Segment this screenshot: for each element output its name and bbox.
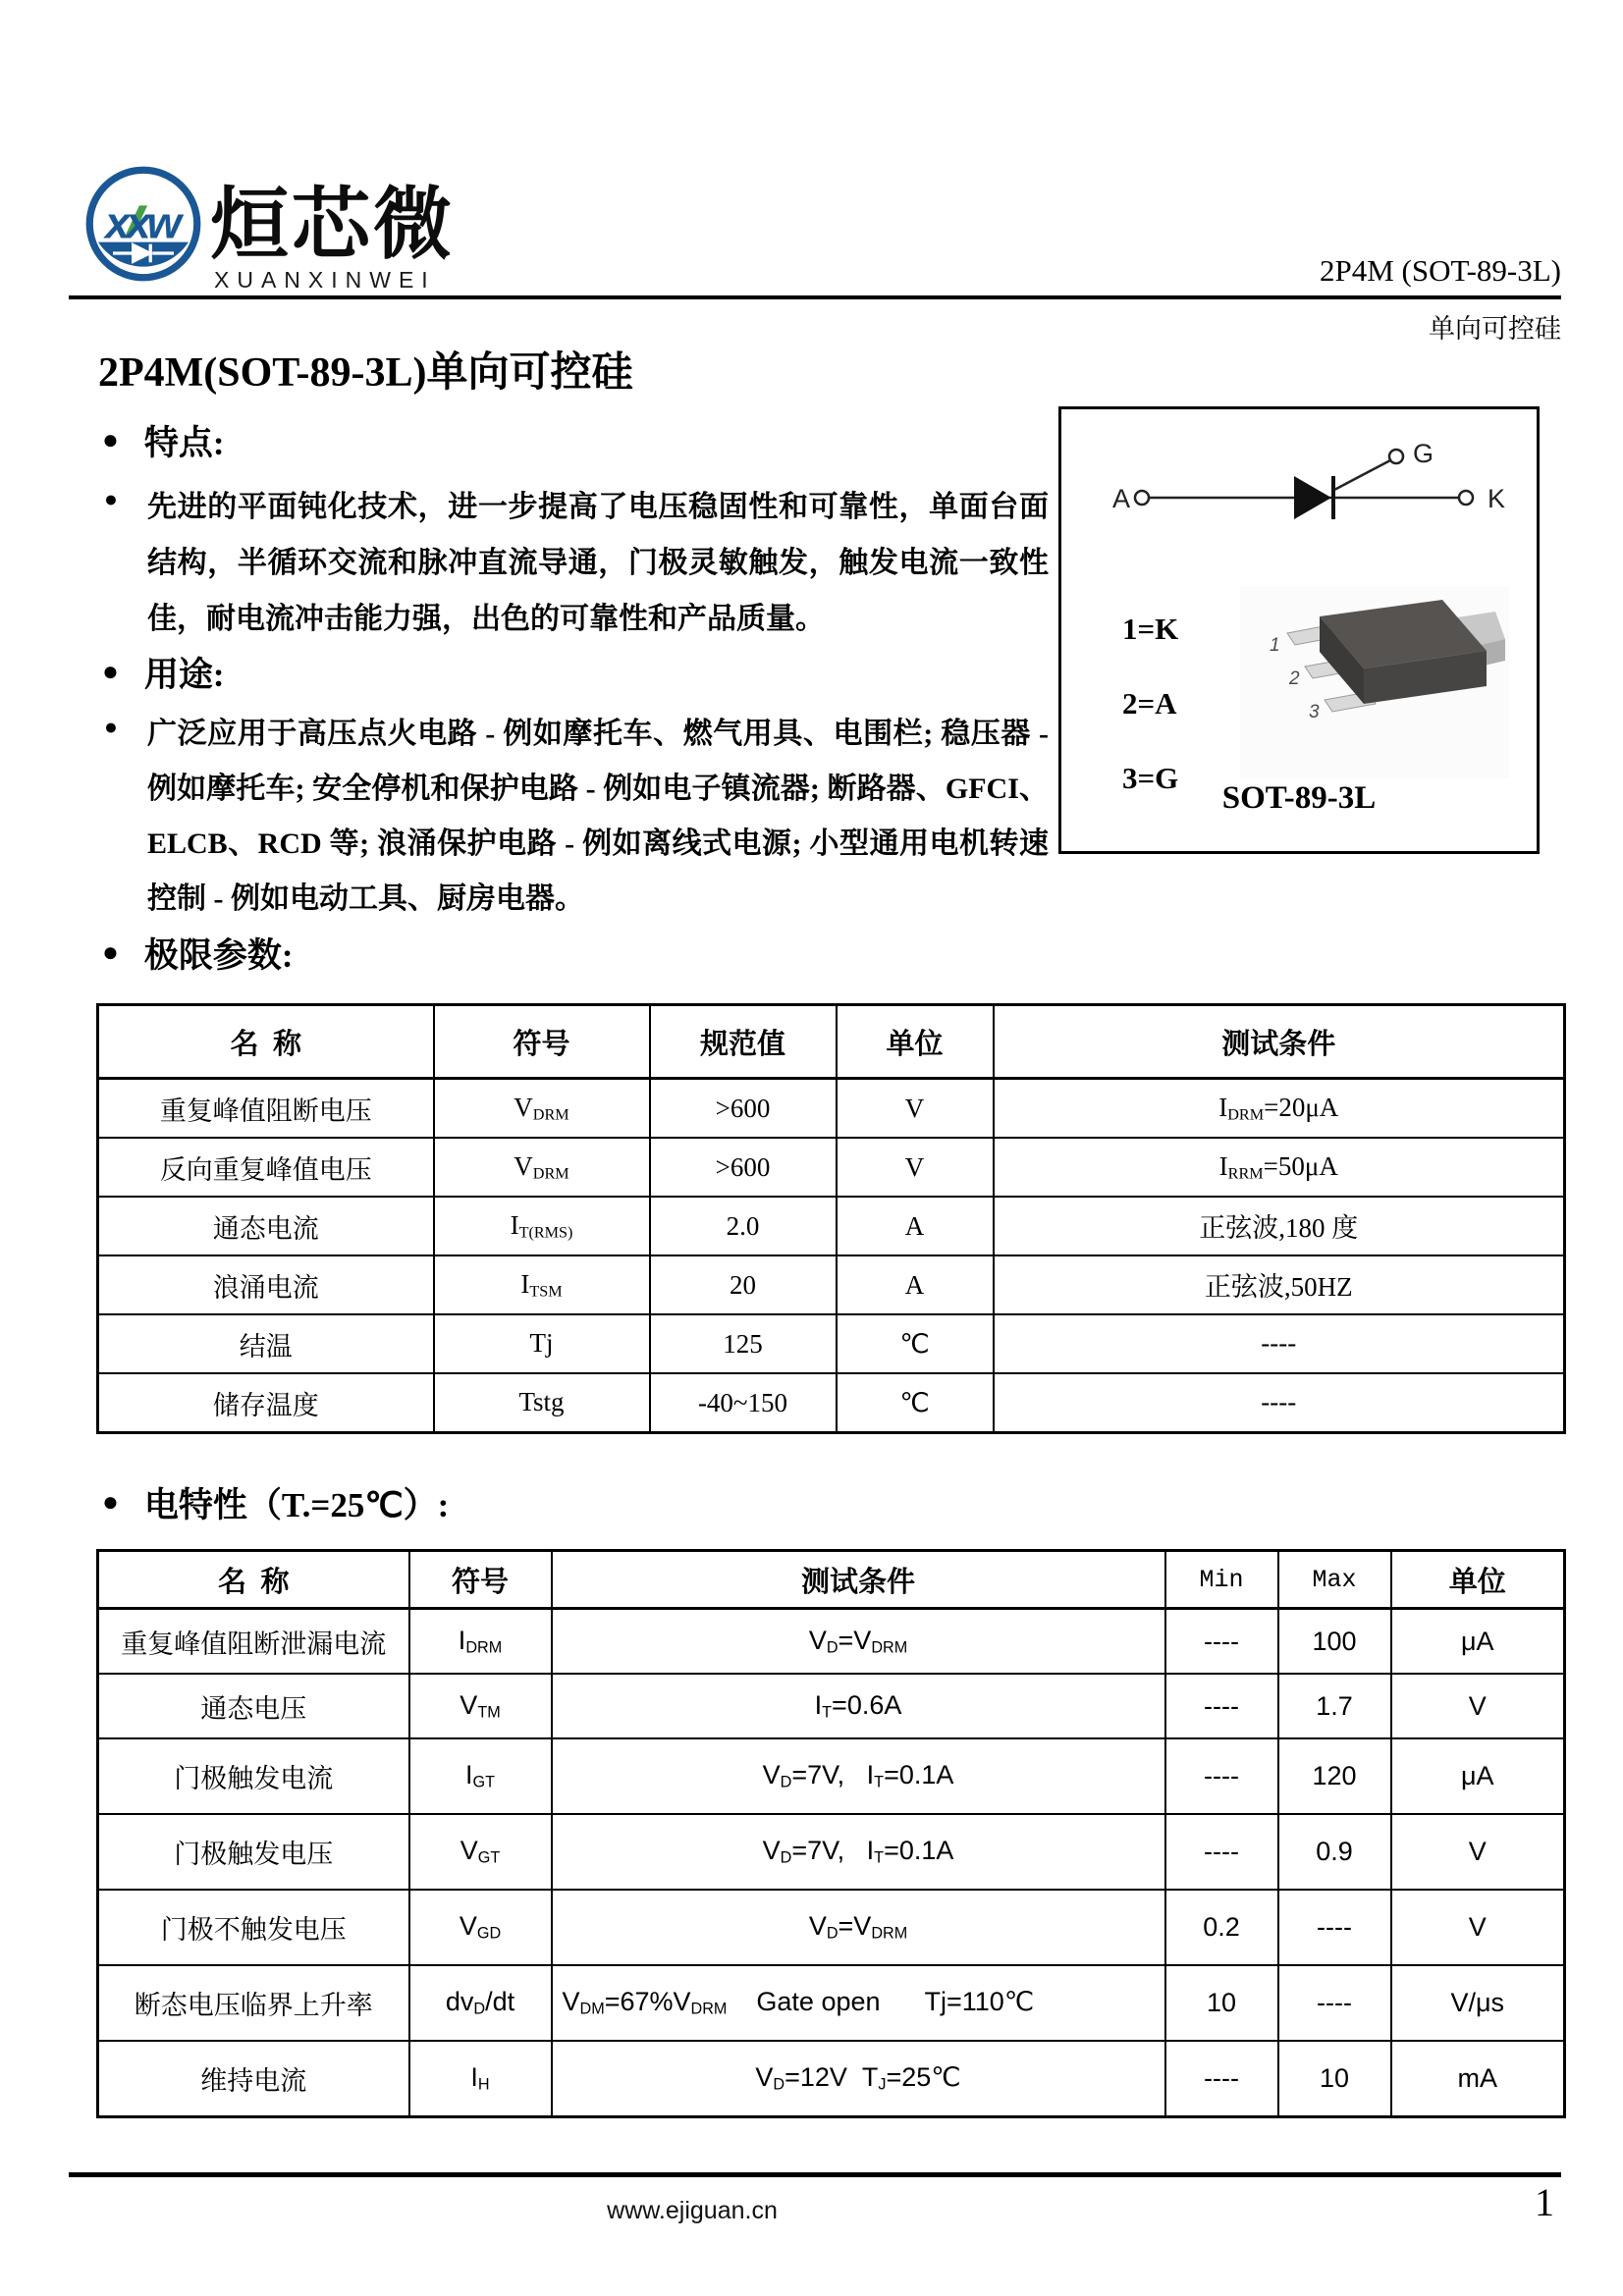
param-symbol: $V_{DRM}$	[434, 1138, 650, 1197]
page-title: 2P4M(SOT-89-3L)单向可控硅	[98, 350, 633, 396]
param-symbol: $I_{TSM}$	[434, 1255, 650, 1314]
limit-params-table	[96, 1003, 1566, 1434]
param-symbol: $dv_D/dt$	[409, 1965, 552, 2041]
param-unit: V	[837, 1079, 994, 1139]
pin-number-label: 2	[1289, 668, 1300, 689]
test-condition: $I_T=0.6A$	[552, 1674, 1165, 1738]
param-unit: ℃	[837, 1314, 994, 1373]
test-condition: $V_D=V_{DRM}$	[552, 1609, 1165, 1675]
table-row	[98, 1965, 1565, 2041]
table-row	[98, 1373, 1565, 1433]
unit: mA	[1391, 2041, 1565, 2117]
applications-body: 广泛应用于高压点火电路 - 例如摩托车、燃气用具、电围栏; 稳压器 - 例如摩托车; 安全停机和保护电路 - 例如电子镇流器; 断路器、GFCI、ELCB、RCD 等; 浪涌保护电路 - 例如离线式电源; 小型通用电机转速控制 - 例如电动工具、厨房电器。	[147, 718, 1049, 915]
pin-assignment: 3=G	[1122, 761, 1179, 795]
limit-params-heading-label: 极限参数:	[143, 936, 294, 975]
param-name: 结温	[98, 1314, 434, 1373]
param-unit: A	[837, 1197, 994, 1255]
param-condition: 正弦波,180 度	[994, 1197, 1565, 1255]
applications-heading	[102, 648, 225, 697]
table-header-row	[98, 1551, 1565, 1609]
features-heading-label: 特点:	[143, 424, 225, 462]
param-name: 通态电压	[98, 1674, 409, 1738]
param-unit: V	[837, 1138, 994, 1197]
param-name: 门极触发电压	[98, 1814, 409, 1890]
table-row	[98, 2041, 1565, 2117]
param-name: 反向重复峰值电压	[98, 1138, 434, 1197]
param-value: -40~150	[650, 1373, 837, 1433]
package-info-box	[1058, 406, 1540, 854]
max-value: 120	[1278, 1738, 1391, 1814]
page-number: 1	[1535, 2180, 1554, 2224]
unit: μA	[1391, 1738, 1565, 1814]
pin-assignment: 1=K	[1122, 612, 1179, 646]
min-value: ----	[1165, 1814, 1278, 1890]
param-name: 储存温度	[98, 1373, 434, 1433]
unit: V	[1391, 1674, 1565, 1738]
param-name: 维持电流	[98, 2041, 409, 2117]
max-value: 1.7	[1278, 1674, 1391, 1738]
bullet-icon: ●	[104, 487, 118, 511]
param-condition: ----	[994, 1314, 1565, 1373]
electrical-heading	[102, 1478, 449, 1527]
param-symbol: $I_{GT}$	[409, 1738, 552, 1814]
footer-website: www.ejiguan.cn	[607, 2197, 778, 2224]
param-condition: $I_{RRM}=50\mu A$	[994, 1138, 1565, 1197]
bullet-icon: ●	[102, 1487, 119, 1518]
param-symbol: Tj	[434, 1314, 650, 1373]
param-name: 通态电流	[98, 1197, 434, 1255]
param-symbol: $V_{DRM}$	[434, 1079, 650, 1139]
table-header-row	[98, 1005, 1565, 1079]
col-header-condition: 测试条件	[994, 1005, 1565, 1079]
param-name: 重复峰值阻断泄漏电流	[98, 1609, 409, 1675]
electrical-table	[96, 1549, 1566, 2118]
unit: V/μs	[1391, 1965, 1565, 2041]
param-symbol: $V_{GD}$	[409, 1890, 552, 1965]
table-row	[98, 1814, 1565, 1890]
brand-name-en: XUANXINWEI	[214, 267, 436, 293]
col-header-min: Min	[1165, 1551, 1278, 1609]
unit: V	[1391, 1890, 1565, 1965]
param-symbol: $I_{DRM}$	[409, 1609, 552, 1675]
table-row	[98, 1738, 1565, 1814]
param-unit: A	[837, 1255, 994, 1314]
features-paragraph	[102, 479, 1049, 647]
limit-params-heading	[102, 929, 294, 978]
test-condition: $V_D=V_{DRM}$	[552, 1890, 1165, 1965]
bullet-icon: ●	[102, 425, 119, 455]
table-row	[98, 1674, 1565, 1738]
min-value: ----	[1165, 1674, 1278, 1738]
thyristor-symbol-icon	[1083, 431, 1515, 554]
param-value: 2.0	[650, 1197, 837, 1255]
package-photo	[1236, 582, 1513, 786]
max-value: ----	[1278, 1890, 1391, 1965]
table-row	[98, 1138, 1565, 1197]
gate-label: G	[1413, 439, 1434, 468]
pin-assignment: 2=A	[1122, 686, 1177, 721]
footer-rule	[69, 2172, 1561, 2177]
col-header-condition: 测试条件	[552, 1551, 1165, 1609]
company-logo-icon	[82, 163, 204, 285]
param-symbol: Tstg	[434, 1373, 650, 1433]
pin-number-label: 3	[1309, 702, 1320, 722]
package-name: SOT-89-3L	[1221, 780, 1377, 816]
min-value: ----	[1165, 1738, 1278, 1814]
unit: μA	[1391, 1609, 1565, 1675]
pin-number-label: 1	[1270, 635, 1280, 656]
applications-paragraph	[102, 707, 1049, 927]
features-heading	[102, 416, 225, 465]
param-unit: ℃	[837, 1373, 994, 1433]
test-condition: $V_D=12V$ $T_J=25℃$	[552, 2041, 1165, 2117]
col-header-max: Max	[1278, 1551, 1391, 1609]
param-value: 125	[650, 1314, 837, 1373]
param-condition: $I_{DRM}=20\mu A$	[994, 1079, 1565, 1139]
param-symbol: $I_H$	[409, 2041, 552, 2117]
col-header-symbol: 符号	[434, 1005, 650, 1079]
header-category: 单向可控硅	[1429, 314, 1561, 344]
col-header-unit: 单位	[1391, 1551, 1565, 1609]
bullet-icon: ●	[102, 657, 119, 687]
min-value: 0.2	[1165, 1890, 1278, 1965]
param-name: 门极触发电流	[98, 1738, 409, 1814]
header-part-number: 2P4M (SOT-89-3L)	[1319, 253, 1561, 288]
param-name: 断态电压临界上升率	[98, 1965, 409, 2041]
max-value: 0.9	[1278, 1814, 1391, 1890]
param-value: >600	[650, 1079, 837, 1139]
table-row	[98, 1197, 1565, 1255]
min-value: ----	[1165, 1609, 1278, 1675]
max-value: 100	[1278, 1609, 1391, 1675]
param-name: 门极不触发电压	[98, 1890, 409, 1965]
param-symbol: $V_{TM}$	[409, 1674, 552, 1738]
table-row	[98, 1890, 1565, 1965]
min-value: 10	[1165, 1965, 1278, 2041]
param-value: 20	[650, 1255, 837, 1314]
param-condition: 正弦波,50HZ	[994, 1255, 1565, 1314]
bullet-icon: ●	[104, 715, 118, 739]
param-value: >600	[650, 1138, 837, 1197]
col-header-symbol: 符号	[409, 1551, 552, 1609]
col-header-name: 名 称	[98, 1551, 409, 1609]
header-rule	[69, 295, 1561, 299]
unit: V	[1391, 1814, 1565, 1890]
test-condition: $V_{DM}=67\%V_{DRM}$ Gate open Tj=110℃	[552, 1965, 1165, 2041]
param-symbol: $I_{T(RMS)}$	[434, 1197, 650, 1255]
max-value: ----	[1278, 1965, 1391, 2041]
test-condition: $V_D=7V$, $I_T=0.1A$	[552, 1738, 1165, 1814]
table-row	[98, 1314, 1565, 1373]
param-name: 重复峰值阻断电压	[98, 1079, 434, 1139]
cathode-label: K	[1488, 484, 1506, 513]
test-condition: $V_D=7V$, $I_T=0.1A$	[552, 1814, 1165, 1890]
electrical-heading-label: 电特性（T.=25℃）:	[143, 1486, 450, 1524]
table-row	[98, 1609, 1565, 1675]
max-value: 10	[1278, 2041, 1391, 2117]
min-value: ----	[1165, 2041, 1278, 2117]
col-header-name: 名 称	[98, 1005, 434, 1079]
features-body: 先进的平面钝化技术，进一步提高了电压稳固性和可靠性，单面台面结构，半循环交流和脉冲直流导通，门极灵敏触发，触发电流一致性佳，耐电流冲击能力强，出色的可靠性和产品质量。	[147, 491, 1049, 635]
param-symbol: $V_{GT}$	[409, 1814, 552, 1890]
brand-name-cn: 烜芯微	[210, 181, 455, 268]
table-row	[98, 1079, 1565, 1139]
bullet-icon: ●	[102, 937, 119, 968]
logo-monogram: xxw	[105, 197, 182, 248]
col-header-unit: 单位	[837, 1005, 994, 1079]
anode-label: A	[1112, 484, 1131, 513]
param-condition: ----	[994, 1373, 1565, 1433]
applications-heading-label: 用途:	[143, 656, 225, 694]
param-name: 浪涌电流	[98, 1255, 434, 1314]
table-row	[98, 1255, 1565, 1314]
col-header-value: 规范值	[650, 1005, 837, 1079]
